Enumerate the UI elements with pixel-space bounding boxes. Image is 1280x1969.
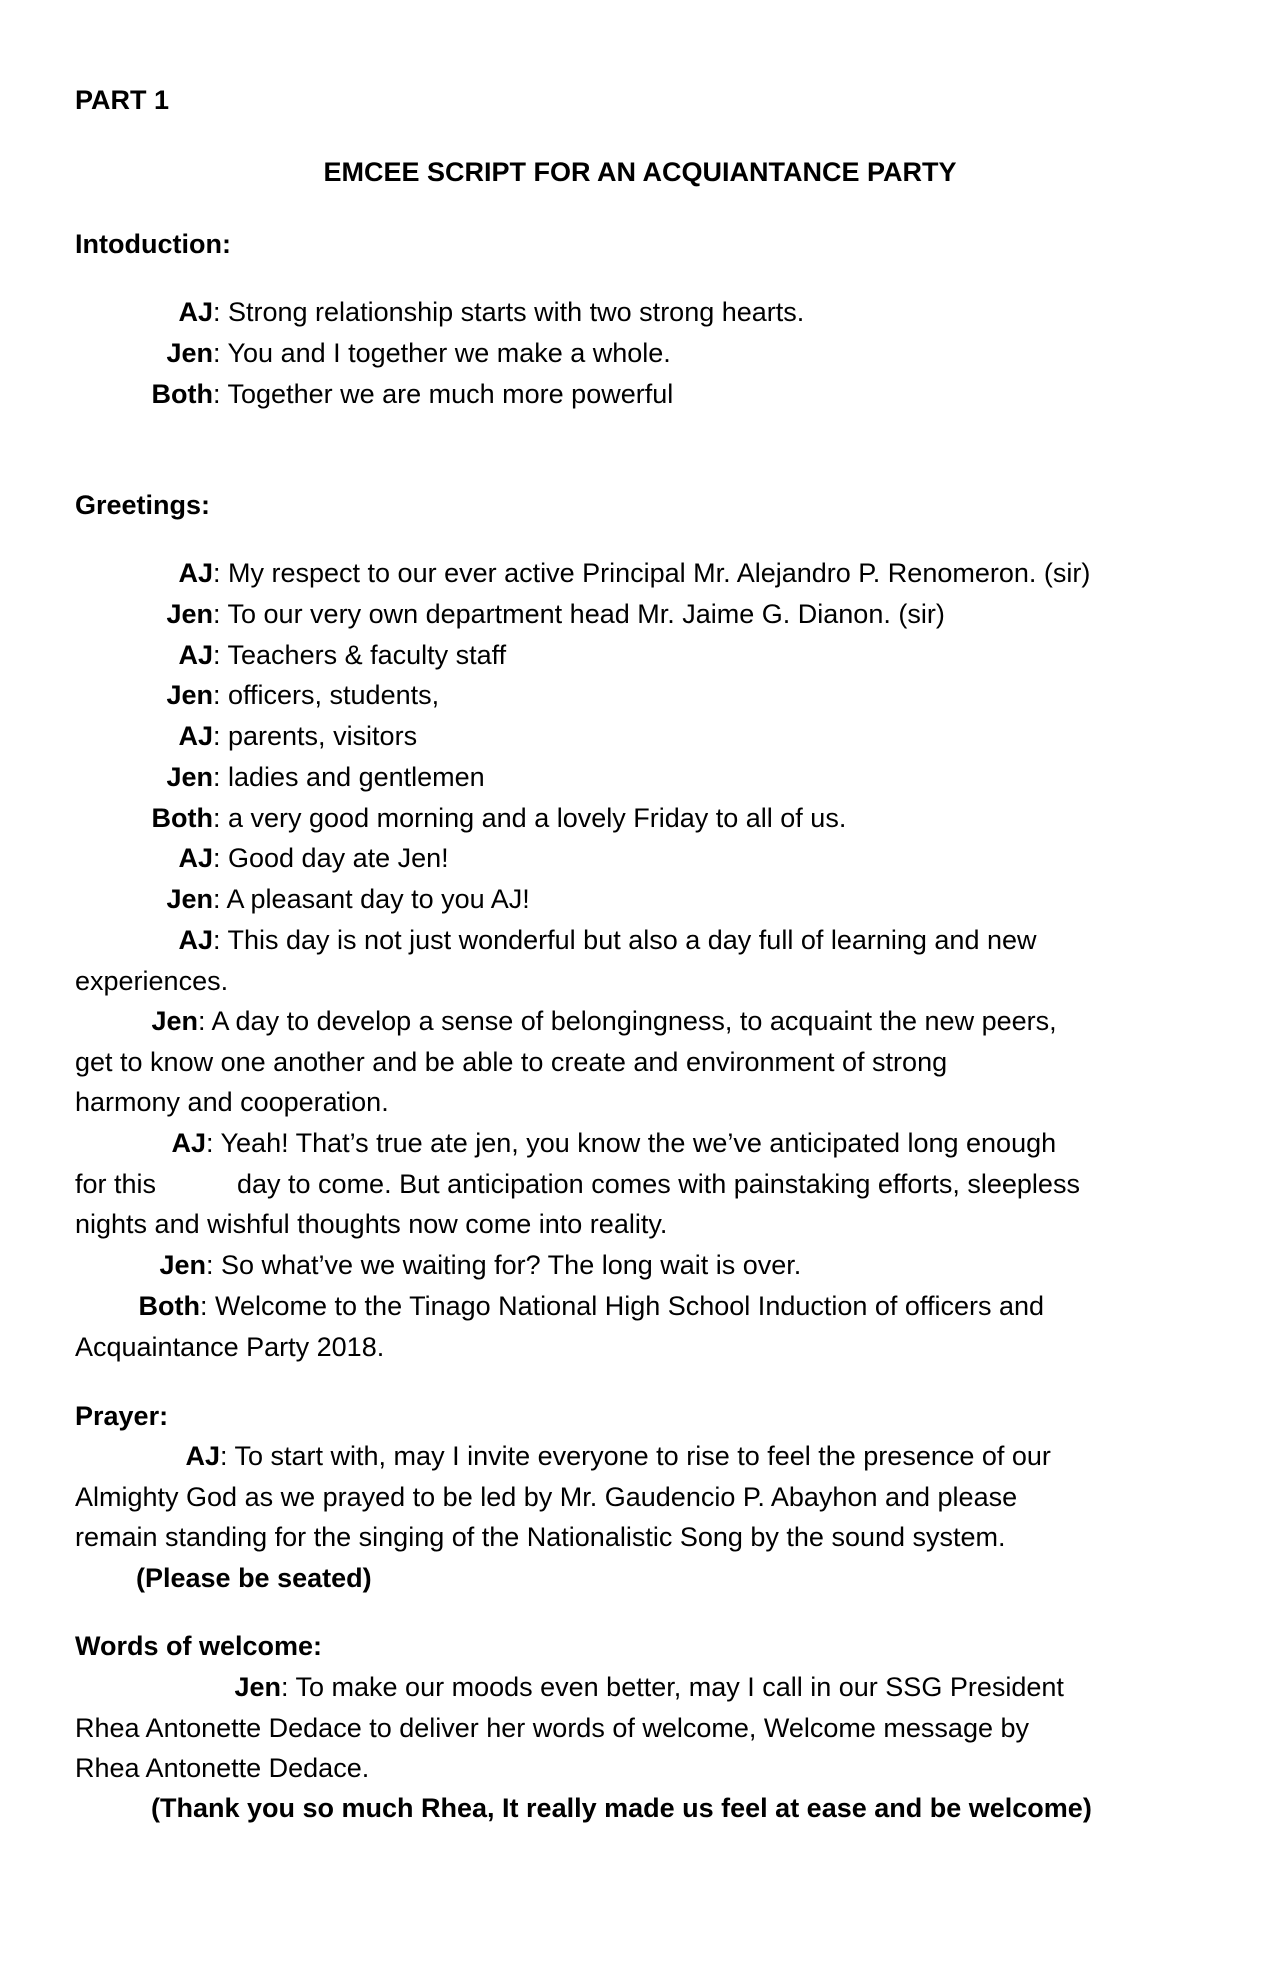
script-line xyxy=(75,798,1215,839)
line-text: : officers, students, xyxy=(213,680,440,710)
script-paragraph xyxy=(75,1436,1215,1558)
line-text: : My respect to our ever active Principal Mr. Alejandro P. Renomeron. (sir) xyxy=(213,558,1091,588)
line-text: : To make our moods even better, may I call in our SSG President xyxy=(281,1672,1064,1702)
script-line xyxy=(75,553,1215,594)
speaker-name: Both xyxy=(138,1291,200,1321)
line-text: : ladies and gentlemen xyxy=(213,762,485,792)
line-text: : So what’ve we waiting for? The long wait is over. xyxy=(206,1250,802,1280)
line-text: : A day to develop a sense of belongingness, to acquaint the new peers, xyxy=(198,1006,1057,1036)
line-text: day to come. But anticipation comes with painstaking efforts, sleepless xyxy=(237,1168,1080,1199)
script-line xyxy=(75,879,1215,920)
paragraph-line: Rhea Antonette Dedace. xyxy=(75,1753,370,1783)
welcome-heading: Words of welcome: xyxy=(75,1631,323,1661)
script-line xyxy=(75,292,1215,333)
stage-cue: (Please be seated) xyxy=(136,1563,372,1593)
speaker-name: AJ xyxy=(178,297,213,327)
speaker-name: AJ xyxy=(178,843,213,873)
script-line xyxy=(75,333,1215,374)
script-line xyxy=(75,757,1215,798)
paragraph-line xyxy=(75,1667,1215,1708)
speaker-name: Jen xyxy=(159,1250,206,1280)
speaker-name: AJ xyxy=(178,558,213,588)
line-text: : This day is not just wonderful but also a day full of learning and new xyxy=(213,925,1037,955)
script-line xyxy=(75,838,1215,879)
script-line xyxy=(75,635,1215,676)
line-text: : Good day ate Jen! xyxy=(213,843,449,873)
line-text: : Yeah! That’s true ate jen, you know the we’ve anticipated long enough xyxy=(206,1128,1057,1158)
script-paragraph xyxy=(75,1286,1215,1367)
speaker-name: Both xyxy=(151,379,213,409)
speaker-name: Jen xyxy=(234,1672,281,1702)
line-text: : To our very own department head Mr. Jaime G. Dianon. (sir) xyxy=(213,599,945,629)
line-text: : Teachers & faculty staff xyxy=(213,640,507,670)
paragraph-line: experiences. xyxy=(75,965,229,996)
paragraph-line: Rhea Antonette Dedace to deliver her words of welcome, Welcome message by xyxy=(75,1712,1029,1743)
speaker-name: Jen xyxy=(151,1006,198,1036)
speaker-name: Jen xyxy=(166,884,213,914)
script-line xyxy=(75,594,1215,635)
greetings-heading: Greetings: xyxy=(75,490,211,520)
speaker-name: AJ xyxy=(178,925,213,955)
line-text: : Welcome to the Tinago National High School Induction of officers and xyxy=(200,1291,1045,1321)
speaker-name: Jen xyxy=(166,762,213,792)
script-line xyxy=(75,374,1215,415)
speaker-name: Jen xyxy=(166,338,213,368)
line-text: : a very good morning and a lovely Friday to all of us. xyxy=(213,803,847,833)
line-text: : parents, visitors xyxy=(213,721,418,751)
paragraph-line: harmony and cooperation. xyxy=(75,1087,389,1117)
script-line xyxy=(75,716,1215,757)
line-text: for this xyxy=(75,1168,157,1199)
script-paragraph xyxy=(75,1001,1215,1123)
line-text: : You and I together we make a whole. xyxy=(213,338,671,368)
script-line xyxy=(75,675,1215,716)
speaker-name: Jen xyxy=(166,680,213,710)
speaker-name: AJ xyxy=(185,1441,220,1471)
script-paragraph xyxy=(75,1123,1215,1245)
paragraph-line: get to know one another and be able to create and environment of strong xyxy=(75,1046,948,1077)
paragraph-line: Almighty God as we prayed to be led by Mr. Gaudencio P. Abayhon and please xyxy=(75,1481,1018,1512)
script-line xyxy=(75,1245,1215,1286)
paragraph-line xyxy=(75,1286,1215,1327)
line-text: : Strong relationship starts with two strong hearts. xyxy=(213,297,805,327)
line-text: : To start with, may I invite everyone to rise to feel the presence of our xyxy=(220,1441,1051,1471)
speaker-name: Jen xyxy=(166,599,213,629)
script-paragraph xyxy=(75,1667,1215,1789)
document-title: EMCEE SCRIPT FOR AN ACQUIANTANCE PARTY xyxy=(323,157,957,187)
paragraph-line xyxy=(75,1164,1215,1205)
line-text: : Together we are much more powerful xyxy=(213,379,674,409)
speaker-name: Both xyxy=(151,803,213,833)
stage-cue: (Thank you so much Rhea, It really made us feel at ease and be welcome) xyxy=(151,1793,1092,1823)
paragraph-line: Acquaintance Party 2018. xyxy=(75,1331,385,1362)
speaker-name: AJ xyxy=(178,721,213,751)
part-label: PART 1 xyxy=(75,85,170,115)
prayer-heading: Prayer: xyxy=(75,1401,169,1431)
line-text: : A pleasant day to you AJ! xyxy=(213,884,530,914)
introduction-heading: Intoduction: xyxy=(75,229,231,259)
speaker-name: AJ xyxy=(178,640,213,670)
speaker-name: AJ xyxy=(171,1128,206,1158)
script-paragraph xyxy=(75,920,1215,1001)
paragraph-line: remain standing for the singing of the Nationalistic Song by the sound system. xyxy=(75,1522,1006,1552)
paragraph-line xyxy=(75,1436,1215,1477)
paragraph-line xyxy=(75,920,1215,961)
paragraph-line xyxy=(75,1001,1215,1042)
paragraph-line xyxy=(75,1123,1215,1164)
paragraph-line: nights and wishful thoughts now come into reality. xyxy=(75,1209,668,1239)
